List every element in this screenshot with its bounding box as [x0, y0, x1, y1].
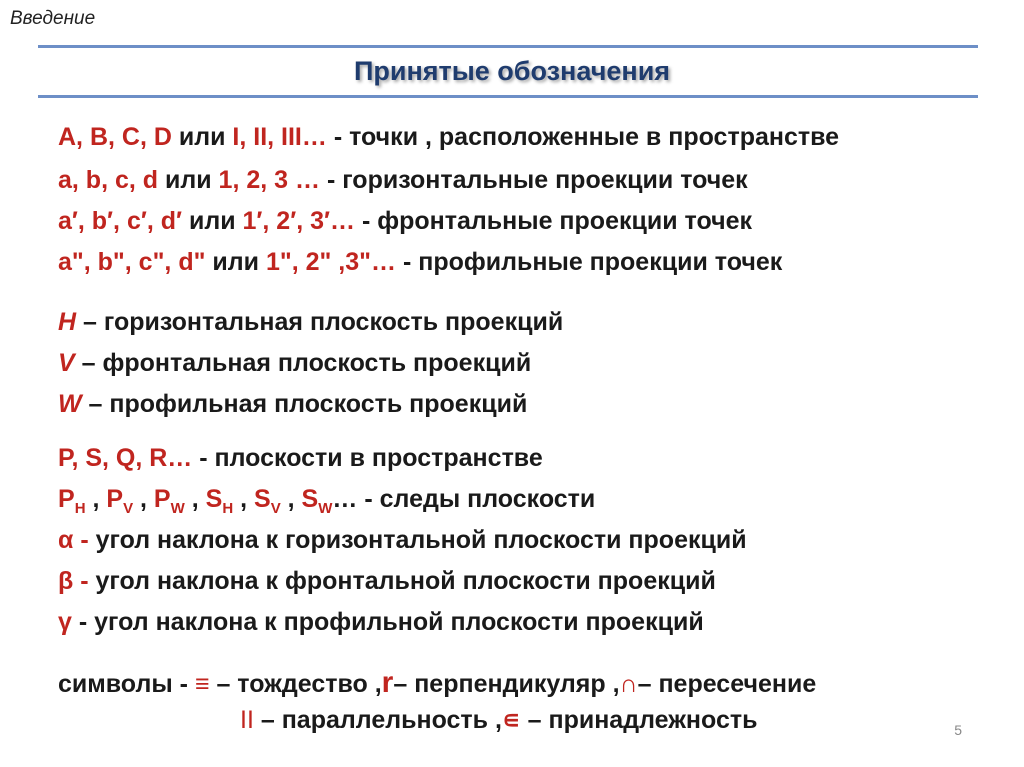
horiz-symbols-numeric: 1, 2, 3 … — [218, 166, 320, 194]
plane-v-symbol: V — [58, 349, 75, 377]
gamma-symbol: γ — [58, 608, 72, 636]
perpendicular-desc: – перпендикуляр , — [393, 670, 620, 698]
symbols-line-2 — [240, 706, 758, 735]
profile-symbols-numeric: 1", 2" ,3"… — [265, 248, 397, 276]
notation-profile — [58, 248, 782, 277]
traces-desc: - следы плоскости — [357, 485, 596, 513]
notation-points — [58, 123, 839, 152]
horiz-or: или — [158, 166, 219, 194]
trace-ph: $P_H$ — [58, 485, 86, 517]
plane-w-desc: – профильная плоскость проекций — [81, 390, 528, 418]
beta-symbol: β - — [58, 567, 89, 595]
trace-sh: $S_H$ — [205, 485, 234, 517]
gamma-desc: - угол наклона к профильной плоскости проекций — [71, 608, 704, 636]
plane-v — [58, 349, 531, 378]
space-planes-symbols: P, S, Q, R… — [58, 444, 193, 472]
notation-horizontal — [58, 166, 748, 195]
slide-title: Принятые обозначения — [353, 56, 671, 86]
trace-pw: $P_W$ — [153, 485, 185, 517]
front-desc: - фронтальные проекции точек — [355, 207, 753, 235]
points-desc: - точки , расположенные в пространстве — [326, 123, 840, 151]
beta-desc: угол наклона к фронтальной плоскости проекций — [88, 567, 716, 595]
front-or: или — [182, 207, 243, 235]
angle-alpha — [58, 526, 747, 555]
plane-traces: $P_H$ , $P_V$ , $P_W$ , $S_H$ , $S_V$ , $S_W\dots$ - следы плоскости — [58, 485, 596, 517]
front-symbols: a′, b′, c′, d′ — [58, 207, 182, 235]
intersection-symbol: ∩ — [619, 670, 638, 698]
profile-desc: - профильные проекции точек — [396, 248, 783, 276]
plane-h-desc: – горизонтальная плоскость проекций — [76, 308, 564, 336]
identity-symbol: ≡ — [194, 670, 210, 698]
horiz-symbols: a, b, c, d — [58, 166, 159, 194]
space-planes-desc: - плоскости в пространстве — [192, 444, 543, 472]
intersection-desc: – пересечение — [637, 670, 817, 698]
alpha-symbol: α - — [58, 526, 89, 554]
angle-gamma — [58, 608, 704, 637]
angle-beta — [58, 567, 716, 596]
title-rule-top — [38, 45, 978, 48]
horiz-desc: - горизонтальные проекции точек — [320, 166, 748, 194]
profile-or: или — [205, 248, 266, 276]
symbols-line-1 — [58, 666, 816, 701]
space-planes — [58, 444, 543, 473]
perpendicular-symbol: r — [381, 666, 394, 699]
points-symbols: A, B, C, D — [58, 123, 172, 151]
front-symbols-numeric: 1′, 2′, 3′… — [242, 207, 355, 235]
points-or: или — [171, 123, 233, 151]
notation-frontal — [58, 207, 752, 236]
profile-symbols: a", b", c", d" — [58, 248, 206, 276]
belongs-symbol: ∊ — [501, 706, 521, 734]
page-number: 5 — [954, 722, 962, 738]
trace-sv: $S_V$ — [254, 485, 281, 517]
belongs-desc: – принадлежность — [520, 706, 758, 734]
section-label: Введение — [10, 8, 96, 29]
plane-w-symbol: W — [58, 390, 82, 418]
alpha-desc: угол наклона к горизонтальной плоскости проекций — [88, 526, 747, 554]
plane-w — [58, 390, 527, 419]
points-symbols-roman: I, II, III… — [232, 123, 327, 151]
parallel-symbol: II — [240, 706, 254, 734]
trace-sw: $S_W$ — [301, 485, 333, 517]
identity-desc: – тождество , — [209, 670, 382, 698]
parallel-desc: – параллельность , — [253, 706, 502, 734]
symbols-prefix: символы - — [58, 670, 195, 698]
plane-h — [58, 308, 563, 337]
plane-v-desc: – фронтальная плоскость проекций — [74, 349, 532, 377]
title-rule-bottom — [38, 95, 978, 98]
trace-pv: $P_V$ — [106, 485, 134, 517]
plane-h-symbol: H — [58, 308, 77, 336]
